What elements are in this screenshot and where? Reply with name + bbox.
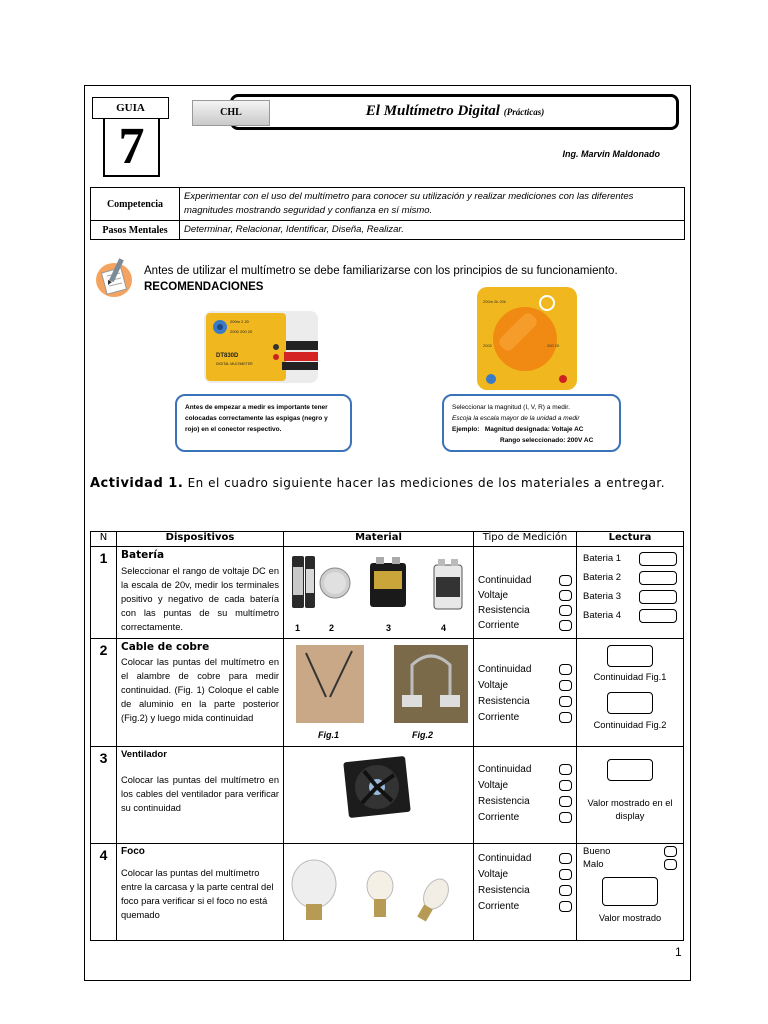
material-cell — [284, 747, 474, 844]
note-range-line3 — [452, 424, 611, 435]
title-sub: (Prácticas) — [503, 107, 545, 117]
note-range-line1: Seleccionar la magnitud (I, V, R) a medir. — [452, 404, 570, 411]
battery-caption-3: 3 — [386, 623, 392, 633]
option-resistencia: Resistencia — [478, 795, 530, 807]
col-header-tipo: Tipo de Medición — [474, 532, 577, 547]
guia-number: 7 — [103, 119, 160, 177]
reading-label: Continuidad Fig.2 — [593, 720, 667, 730]
material-cell — [284, 639, 474, 747]
reading-label: Bueno — [583, 846, 611, 857]
svg-text:200 20: 200 20 — [547, 343, 560, 348]
col-header-lectura: Lectura — [577, 532, 684, 547]
bulbs-image — [284, 844, 474, 937]
checkbox-resistencia[interactable] — [559, 796, 572, 807]
competencia-text: Experimentar con el uso del multímetro para conocer su utilización y realizar mediciones con las diferentes magnitudes mostrando seguridad y confianza en sí mismo. — [180, 188, 685, 221]
device-title: Foco — [121, 846, 145, 857]
pencil-note-icon — [94, 256, 134, 300]
reading-label: Continuidad Fig.1 — [593, 672, 667, 682]
note-range-line4: Rango seleccionado: 200V AC — [500, 437, 594, 444]
intro-text: Antes de utilizar el multímetro se debe familiarizarse con los principios de su funcionamiento. — [144, 265, 618, 277]
recomendaciones-heading: RECOMENDACIONES — [144, 281, 264, 293]
author: Ing. Marvin Maldonado — [562, 149, 660, 159]
option-resistencia: Resistencia — [478, 884, 530, 896]
checkbox-resistencia[interactable] — [559, 885, 572, 896]
multimeter-dial-image — [477, 287, 577, 390]
actividad-label: Actividad 1. — [90, 476, 184, 491]
option-corriente: Corriente — [478, 620, 520, 631]
battery-caption-2: 2 — [329, 623, 335, 633]
row-number: 1 — [91, 547, 117, 639]
checkbox-continuidad[interactable] — [559, 853, 572, 864]
table-header-row — [91, 532, 684, 547]
checkbox-corriente[interactable] — [559, 712, 572, 723]
device-title: Ventilador — [121, 749, 167, 760]
checkbox-voltaje[interactable] — [559, 680, 572, 691]
device-cell — [117, 639, 284, 747]
option-voltaje: Voltaje — [478, 779, 509, 791]
reading-label: Bateria 3 — [583, 591, 622, 602]
competencia-label: Competencia — [91, 188, 180, 221]
option-resistencia: Resistencia — [478, 695, 530, 707]
device-desc: Seleccionar el rango de voltaje DC en la escala de 20v, medir los terminales positivo y negativo de cada batería con las puntas de su multímetro correctamente. — [121, 566, 279, 632]
multimeter-probes-image — [204, 311, 318, 383]
reading-field-bateria-1[interactable] — [639, 552, 677, 566]
checkbox-continuidad[interactable] — [559, 664, 572, 675]
checkbox-voltaje[interactable] — [559, 780, 572, 791]
table-row — [91, 639, 684, 747]
checkbox-resistencia[interactable] — [559, 696, 572, 707]
device-desc: Colocar las puntas del multímetro entre la carcasa y la parte central del foco para verificar si el foco no está quemado — [121, 868, 274, 920]
note-range — [442, 394, 621, 452]
option-continuidad: Continuidad — [478, 763, 532, 775]
checkbox-voltaje[interactable] — [559, 590, 572, 601]
guia-label: GUIA — [92, 97, 169, 119]
measure-type-cell — [474, 747, 577, 844]
device-title: Cable de cobre — [121, 641, 210, 653]
fig1-caption: Fig.1 — [318, 730, 340, 740]
checkbox-continuidad[interactable] — [559, 764, 572, 775]
checkbox-voltaje[interactable] — [559, 869, 572, 880]
chl-badge: CHL — [192, 100, 270, 126]
page-title — [300, 103, 610, 120]
reading-field-bateria-3[interactable] — [639, 590, 677, 604]
device-title: Batería — [121, 549, 165, 561]
note-range-example-label: Ejemplo: — [452, 426, 480, 433]
reading-field-bateria-2[interactable] — [639, 571, 677, 585]
option-corriente: Corriente — [478, 711, 520, 723]
reading-cell — [577, 844, 684, 941]
device-cell — [117, 844, 284, 941]
material-cell — [284, 547, 474, 639]
page-number: 1 — [675, 945, 682, 959]
device1-sub: DIGITAL MULTIMETER — [216, 362, 253, 366]
checkbox-corriente[interactable] — [559, 901, 572, 912]
fan-image — [284, 747, 474, 840]
reading-label: Bateria 2 — [583, 572, 622, 583]
table-row — [91, 747, 684, 844]
checkbox-corriente[interactable] — [559, 620, 572, 631]
reading-label: Valor mostrado en el display — [587, 798, 673, 821]
svg-text:200m 2k 20k: 200m 2k 20k — [483, 299, 506, 304]
col-header-material: Material — [284, 532, 474, 547]
copper-wire-images — [284, 639, 474, 746]
note-range-example-text: Magnitud designada: Voltaje AC — [484, 426, 584, 433]
option-resistencia: Resistencia — [478, 605, 530, 616]
option-voltaje: Voltaje — [478, 868, 509, 880]
checkbox-malo[interactable] — [664, 859, 677, 870]
measure-type-cell — [474, 844, 577, 941]
option-continuidad: Continuidad — [478, 852, 532, 864]
measure-type-cell — [474, 547, 577, 639]
checkbox-bueno[interactable] — [664, 846, 677, 857]
row-number: 3 — [91, 747, 117, 844]
col-header-dispositivos: Dispositivos — [117, 532, 284, 547]
checkbox-resistencia[interactable] — [559, 605, 572, 616]
checkbox-continuidad[interactable] — [559, 575, 572, 586]
reading-label: Malo — [583, 859, 604, 870]
svg-text:2000: 2000 — [483, 343, 492, 348]
battery-caption-4: 4 — [441, 623, 447, 633]
device1-model: DT830D — [216, 353, 239, 359]
option-voltaje: Voltaje — [478, 590, 509, 601]
pasos-label: Pasos Mentales — [91, 221, 180, 240]
competencia-table — [90, 187, 685, 240]
row-number: 2 — [91, 639, 117, 747]
reading-field-fig2[interactable] — [607, 692, 653, 714]
material-cell — [284, 844, 474, 941]
reading-label: Bateria 4 — [583, 610, 622, 621]
option-corriente: Corriente — [478, 811, 520, 823]
option-voltaje: Voltaje — [478, 679, 509, 691]
measure-type-cell — [474, 639, 577, 747]
table-row — [91, 547, 684, 639]
row-number: 4 — [91, 844, 117, 941]
actividad-heading — [90, 476, 665, 491]
device-desc: Colocar las puntas del multímetro en los cables del ventilador para verificar su continuidad — [121, 775, 279, 813]
battery-caption-1: 1 — [295, 623, 301, 633]
reading-field-fig1[interactable] — [607, 645, 653, 667]
option-corriente: Corriente — [478, 900, 520, 912]
reading-cell — [577, 639, 684, 747]
pasos-text: Determinar, Relacionar, Identificar, Diseña, Realizar. — [180, 221, 685, 240]
reading-cell — [577, 547, 684, 639]
option-continuidad: Continuidad — [478, 663, 532, 675]
device-desc: Colocar las puntas del multímetro en el alambre de cobre para medir continuidad. (Fig. 1) Coloque el cable de aluminio en la parte posterior (Fig.2) y luego mida continuidad — [121, 657, 279, 723]
reading-field-bateria-4[interactable] — [639, 609, 677, 623]
reading-field-display[interactable] — [607, 759, 653, 781]
reading-field-valor[interactable] — [602, 877, 658, 906]
device-cell — [117, 547, 284, 639]
checkbox-corriente[interactable] — [559, 812, 572, 823]
svg-text:200m 2 20: 200m 2 20 — [230, 319, 249, 324]
reading-label: Valor mostrado — [598, 913, 662, 923]
fig2-caption: Fig.2 — [412, 730, 434, 740]
note-range-line2: Escoja la escala mayor de la unidad a medir — [452, 415, 580, 422]
device-cell — [117, 747, 284, 844]
option-continuidad: Continuidad — [478, 575, 532, 586]
title-main: El Multímetro Digital — [365, 103, 500, 119]
measurements-table — [90, 531, 684, 941]
svg-text:2000 200 20: 2000 200 20 — [230, 329, 253, 334]
note-probes: Antes de empezar a medir es importante tener colocadas correctamente las espigas (negro y rojo) en el conector respectivo. — [175, 394, 352, 452]
actividad-text: En el cuadro siguiente hacer las mediciones de los materiales a entregar. — [187, 476, 666, 490]
reading-cell — [577, 747, 684, 844]
col-header-n: N — [91, 532, 117, 547]
table-row — [91, 844, 684, 941]
reading-label: Bateria 1 — [583, 553, 622, 564]
